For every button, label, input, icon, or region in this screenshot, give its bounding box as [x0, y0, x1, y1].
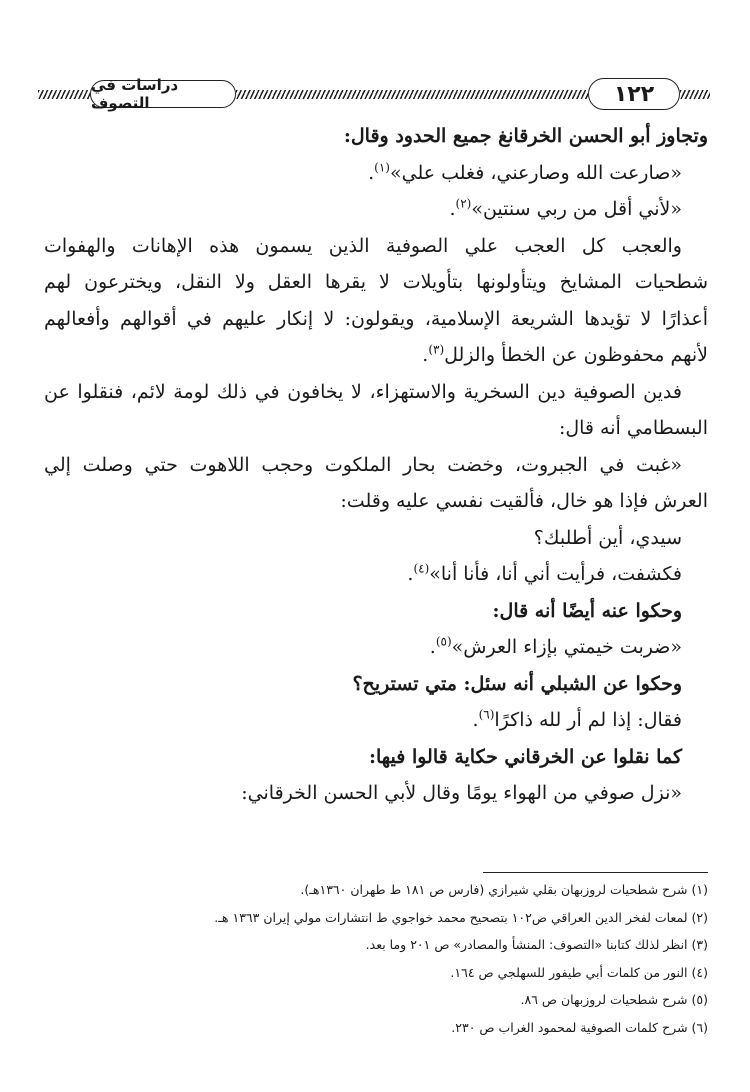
- text-line: [44, 702, 708, 739]
- text-line: [44, 155, 708, 192]
- text-line-content: «غبت في الجبروت، وخضت بحار الملكوت وحجب اللاهوت حتي وصلت إلي: [44, 453, 682, 476]
- text-line-content: شطحيات المشايخ ويتأولونها بتأويلات لا يقرها العقل ولا النقل، ويخترعون لهم: [44, 271, 708, 293]
- text-line: [44, 520, 708, 557]
- header-ornament-right: [680, 90, 710, 99]
- text-line: [44, 337, 708, 374]
- text-line: [44, 483, 708, 520]
- page-number: ١٢٢: [588, 78, 680, 110]
- text-line-content: والعجب كل العجب علي الصوفية الذين يسمون هذه الإهانات والهفوات: [44, 234, 682, 257]
- text-line: [44, 410, 708, 447]
- text-line-content: العرش فإذا هو خال، فألقيت نفسي عليه وقلت:: [340, 490, 708, 512]
- text-line-content: أعذارًا لا تؤيدها الشريعة الإسلامية، ويقولون: لا إنكار عليهم في أقوالهم وأفعالهم: [44, 307, 708, 330]
- line-end-punctuation: .: [429, 636, 436, 658]
- header-ornament-middle: [236, 90, 588, 99]
- text-line-content: «لأني أقل من ربي سنتين»: [471, 198, 682, 220]
- text-line: [44, 775, 708, 812]
- text-line-content: البسطامي أنه قال:: [558, 417, 708, 439]
- footnote-separator: [483, 872, 708, 873]
- text-line-content: «صارعت الله وصارعني، فغلب علي»: [389, 161, 682, 184]
- footnote-marker: (٣): [428, 342, 445, 357]
- line-end-punctuation: .: [472, 709, 479, 731]
- text-line-content: وحكوا عن الشبلي أنه سئل: متي تستريح؟: [352, 672, 682, 695]
- footnote: (٢) لمعات لفخر الدين العراقي ص١٠٢ بتصحيح محمد خواجوي ط انتشارات مولي إيران ١٣٦٣ هـ.: [214, 909, 708, 925]
- text-line-content: «ضربت خيمتي بإزاء العرش»: [451, 636, 682, 658]
- footnote-marker: (١): [374, 160, 390, 175]
- line-end-punctuation: .: [422, 344, 429, 366]
- text-line: [44, 264, 708, 301]
- footnote: (٥) شرح شطحيات لروزبهان ص ٨٦.: [520, 992, 708, 1007]
- text-line-content: فقال: إذا لم أر لله ذاكرًا: [494, 709, 682, 731]
- footnote-marker: (٤): [413, 561, 430, 576]
- footnote: (٦) شرح كلمات الصوفية لمحمود الغراب ص ٢٣٠.: [451, 1019, 708, 1035]
- text-line: [44, 556, 708, 593]
- line-end-punctuation: .: [407, 563, 414, 585]
- main-text: [44, 118, 708, 812]
- footnote-marker: (٦): [478, 707, 495, 722]
- page-header: [38, 78, 710, 112]
- running-title: دراسات في التصوف: [90, 80, 236, 108]
- text-line: [44, 666, 708, 703]
- text-line-content: وتجاوز أبو الحسن الخرقانغ جميع الحدود وقال:: [343, 125, 708, 147]
- text-line-content: «نزل صوفي من الهواء يومًا وقال لأبي الحسن الخرقاني:: [241, 782, 682, 804]
- line-end-punctuation: .: [449, 198, 456, 220]
- text-line-content: فدين الصوفية دين السخرية والاستهزاء، لا يخافون في ذلك لومة لائم، فنقلوا عن: [44, 380, 682, 403]
- text-line: [44, 593, 708, 630]
- text-line: [44, 118, 708, 155]
- footnotes: [44, 876, 708, 1041]
- text-line: [44, 374, 708, 411]
- text-line: [44, 191, 708, 228]
- text-line: [44, 739, 708, 776]
- text-line: [44, 301, 708, 338]
- footnote: (١) شرح شطحيات لروزبهان بقلي شيرازي (فارس ص ١٨١ ط طهران ١٣٦٠هـ).: [300, 882, 708, 897]
- text-line-content: فكشفت، فرأيت أني أنا، فأنا أنا»: [429, 563, 682, 585]
- line-end-punctuation: .: [368, 161, 375, 184]
- header-ornament-left: [38, 90, 90, 99]
- footnote: (٣) انظر لذلك كتابنا «التصوف: المنشأ والمصادر» ص ٢٠١ وما بعد.: [365, 937, 708, 952]
- text-line-content: لأنهم محفوظون عن الخطأ والزلل: [444, 344, 708, 366]
- text-line-content: كما نقلوا عن الخرقاني حكاية قالوا فيها:: [368, 745, 682, 768]
- footnote-marker: (٥): [435, 634, 452, 649]
- text-line: [44, 629, 708, 666]
- footnote-marker: (٢): [455, 196, 472, 211]
- text-line-content: وحكوا عنه أيضًا أنه قال:: [492, 599, 682, 622]
- footnote: (٤) النور من كلمات أبي طيفور للسهلجي ص ١٦٤.: [450, 964, 708, 980]
- text-line: [44, 447, 708, 484]
- text-line-content: سيدي، أين أطلبك؟: [533, 526, 682, 549]
- text-line: [44, 228, 708, 265]
